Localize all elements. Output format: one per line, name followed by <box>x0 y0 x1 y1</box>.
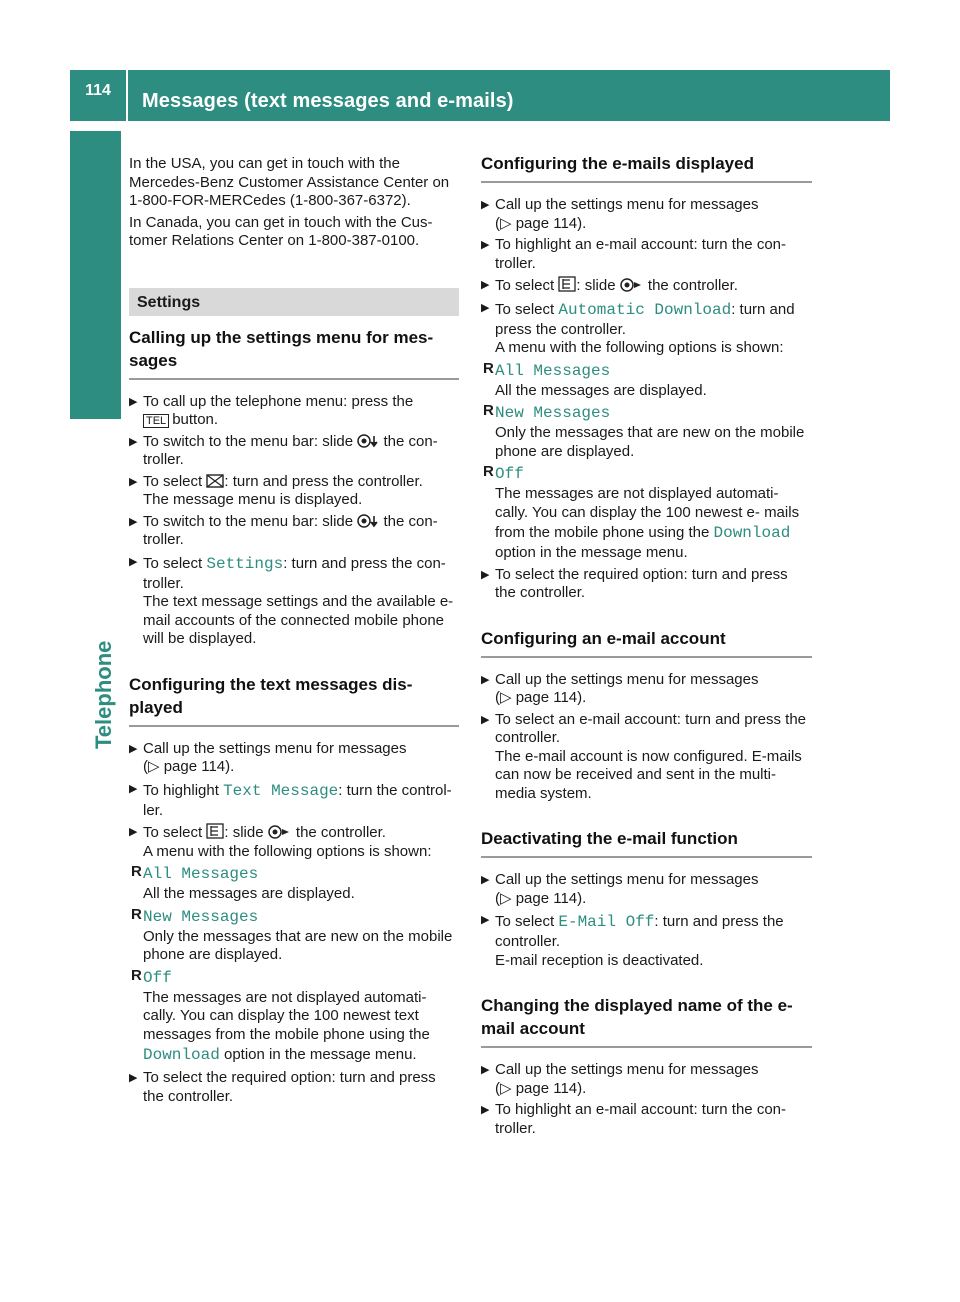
step-arrow-icon: ▶ <box>129 435 138 448</box>
envelope-icon <box>206 474 224 488</box>
step-arrow-icon: ▶ <box>481 713 490 726</box>
step-item: ▶ To select the required option: turn and press the controller. <box>129 1069 436 1105</box>
step-item: ▶ To switch to the menu bar: slide the con- troller. <box>129 512 438 548</box>
step-arrow-icon: ▶ <box>481 568 490 581</box>
step-arrow-icon: ▶ <box>481 239 490 251</box>
option-item: R New Messages Only the messages that are new on the mobile phone are displayed. <box>131 905 453 963</box>
page-reference[interactable]: (▷ page 114). <box>495 214 587 232</box>
header-divider <box>126 70 128 121</box>
option-item: R All Messages All the messages are displayed. <box>483 359 707 399</box>
step-arrow-icon: ▶ <box>129 782 138 795</box>
section-title-emails-displayed: Configuring the e-mails displayed <box>481 152 812 183</box>
option-download: Download <box>713 524 791 542</box>
controller-slide-right-icon <box>620 278 644 292</box>
step-item: ▶ Call up the settings menu for messages (▷ page 114). <box>481 196 759 232</box>
step-item: ▶ To highlight Text Message: turn the control- ler. <box>129 781 452 819</box>
step-item: ▶ To call up the telephone menu: press the TEL button. <box>129 392 414 428</box>
step-item: ▶ Call up the settings menu for messages (▷ page 114). <box>481 1061 759 1097</box>
step-arrow-icon: ▶ <box>481 914 490 926</box>
bullet-icon: R <box>483 402 494 419</box>
step-item: ▶ To select : slide the controller. A menu with the following options is shown: <box>129 824 432 860</box>
step-arrow-icon: ▶ <box>129 555 138 568</box>
message-settings-icon <box>206 823 224 839</box>
section-title-settings-menu: Calling up the settings menu for mes- sages <box>129 326 459 380</box>
step-arrow-icon: ▶ <box>481 1104 490 1116</box>
step-item: ▶ To select an e-mail account: turn and press the controller. The e-mail account is now configured. E-mails can now be received and sent in the multi- media system. <box>481 710 807 802</box>
step-item: ▶ To switch to the menu bar: slide the con- troller. <box>129 432 438 468</box>
section-title-text-messages: Configuring the text messages dis- played <box>129 673 459 727</box>
section-title-deactivate-email: Deactivating the e-mail function <box>481 827 812 858</box>
right-column <box>481 152 812 1138</box>
section-title-change-email-name: Changing the displayed name of the e- mail account <box>481 994 812 1048</box>
step-item: ▶ Call up the settings menu for messages (▷ page 114). <box>481 871 759 907</box>
step-item: ▶ To highlight an e-mail account: turn the con- troller. <box>481 236 786 272</box>
option-off: Off <box>495 465 524 483</box>
step-item: ▶ Call up the settings menu for messages (▷ page 114). <box>481 670 759 706</box>
message-settings-icon <box>558 276 576 292</box>
step-arrow-icon: ▶ <box>129 475 138 488</box>
step-arrow-icon: ▶ <box>129 1072 138 1084</box>
option-download: Download <box>143 1046 220 1064</box>
controller-slide-down-icon <box>357 434 379 448</box>
tel-button-icon: TEL <box>143 414 169 428</box>
option-item: R All Messages All the messages are displayed. <box>131 863 355 902</box>
option-new-messages: New Messages <box>495 404 611 422</box>
option-item: R New Messages Only the messages that are new on the mobile phone are displayed. <box>483 402 805 460</box>
step-item: ▶ To highlight an e-mail account: turn the con- troller. <box>481 1101 786 1137</box>
step-arrow-icon: ▶ <box>129 742 138 755</box>
option-settings: Settings <box>206 554 284 573</box>
step-arrow-icon: ▶ <box>129 395 138 408</box>
page-reference[interactable]: (▷ page 114). <box>495 689 587 706</box>
section-title-configure-email: Configuring an e-mail account <box>481 627 812 658</box>
step-item: ▶ To select : slide the controller. <box>481 277 738 294</box>
step-item: ▶ To select Automatic Download: turn and press the controller. A menu with the following options is shown: <box>481 300 795 356</box>
intro-usa: In the USA, you can get in touch with the Mercedes-Benz Customer Assistance Center on 1-800-FOR-MERCedes (1-800-367-6372). <box>129 155 450 209</box>
option-automatic-download: Automatic Download <box>558 300 732 319</box>
step-item: ▶ To select Settings: turn and press the con- troller. The text message settings and the available e-mail accounts of the connected mobile phone will be displayed. <box>129 554 454 647</box>
bullet-icon: R <box>131 966 142 984</box>
step-arrow-icon: ▶ <box>481 301 490 314</box>
left-column <box>129 155 459 1106</box>
step-arrow-icon: ▶ <box>129 826 138 838</box>
chapter-label: Telephone <box>91 640 116 749</box>
page-reference[interactable]: (▷ page 114). <box>143 758 235 775</box>
step-item: ▶ Call up the settings menu for messages (▷ page 114). <box>129 739 407 775</box>
step-arrow-icon: ▶ <box>481 279 490 291</box>
step-arrow-icon: ▶ <box>481 199 490 211</box>
step-item: ▶ To select E-Mail Off: turn and press the controller. E-mail reception is deactivated. <box>481 913 784 969</box>
step-arrow-icon: ▶ <box>481 673 490 686</box>
settings-heading: Settings <box>129 288 459 316</box>
page-title: Messages (text messages and e-mails) <box>142 90 514 112</box>
chapter-tab <box>70 131 121 419</box>
option-text-message: Text Message <box>223 781 339 800</box>
option-email-off: E-Mail Off <box>558 913 655 931</box>
option-item: R Off The messages are not displayed automati- cally. You can display the 100 newest text messages from the mobile phone using the Download option in the message menu. <box>131 966 430 1064</box>
page-reference[interactable]: (▷ page 114). <box>495 1079 587 1097</box>
step-arrow-icon: ▶ <box>481 874 490 886</box>
bullet-icon: R <box>483 463 494 480</box>
option-item: R Off The messages are not displayed automati- cally. You can display the 100 newest e- mails from the mobile phone using the Download option in the message menu. <box>483 463 800 561</box>
step-item: ▶ To select : turn and press the controller. The message menu is displayed. <box>129 472 423 508</box>
option-all-messages: All Messages <box>495 361 611 380</box>
page-number: 114 <box>85 82 111 99</box>
step-item: ▶ To select the required option: turn and press the controller. <box>481 565 788 601</box>
step-arrow-icon: ▶ <box>129 515 138 528</box>
page-reference[interactable]: (▷ page 114). <box>495 889 587 907</box>
bullet-icon: R <box>131 863 142 880</box>
option-off: Off <box>143 968 172 987</box>
option-new-messages: New Messages <box>143 907 259 926</box>
controller-slide-down-icon <box>357 514 379 528</box>
bullet-icon: R <box>483 359 494 377</box>
bullet-icon: R <box>131 905 142 923</box>
option-all-messages: All Messages <box>143 865 259 883</box>
step-arrow-icon: ▶ <box>481 1064 490 1076</box>
controller-slide-right-icon <box>268 825 292 839</box>
intro-canada: In Canada, you can get in touch with the Cus- tomer Relations Center on 1-800-387-0100. <box>129 213 433 249</box>
